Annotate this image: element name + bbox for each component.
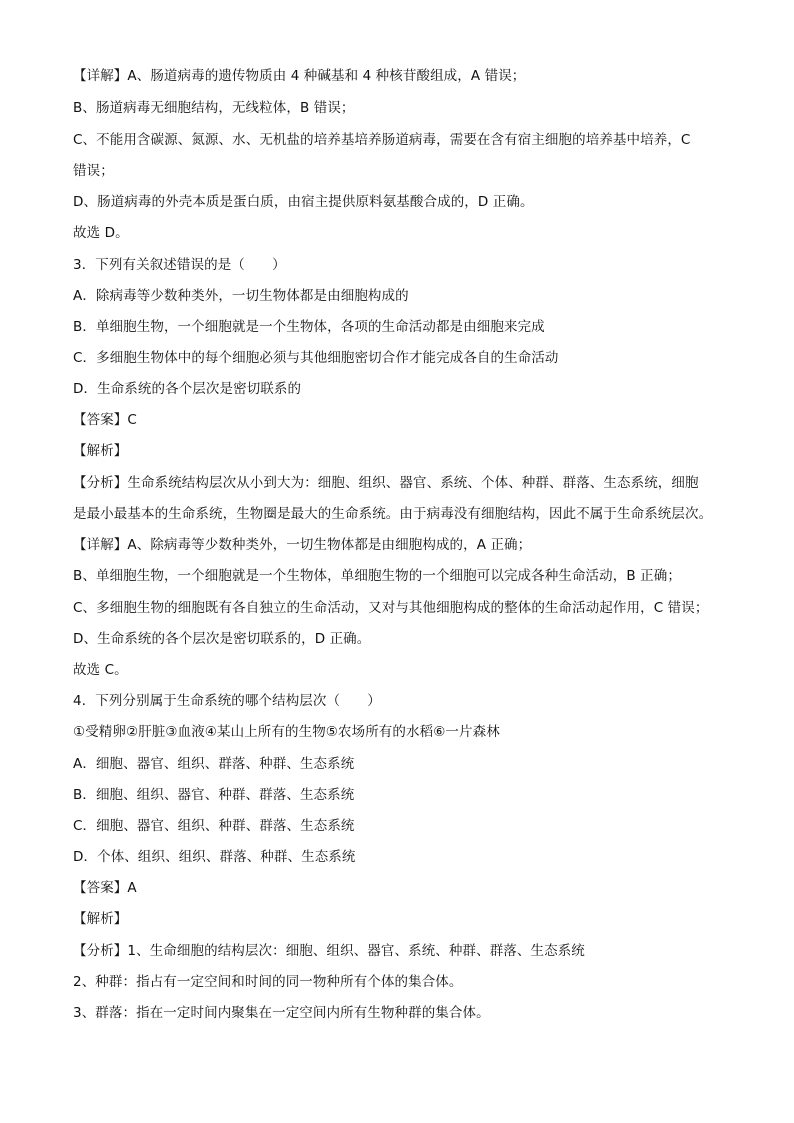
q4-option-c: C．细胞、器官、组织、种群、群落、生态系统 — [73, 818, 355, 834]
q4-option-a: A．细胞、器官、组织、群落、种群、生态系统 — [73, 756, 355, 772]
q4-analysis-line1: 【分析】1、生命细胞的结构层次：细胞、组织、器官、系统、种群、群落、生态系统 — [73, 943, 585, 959]
q3-analysis-line2: 是最小最基本的生命系统，生物圈是最大的生命系统。由于病毒没有细胞结构，因此不属于生命系统层次。 — [73, 506, 713, 522]
q3-analysis-title: 【解析】 — [73, 443, 128, 459]
q3-analysis-line1: 【分析】生命系统结构层次从小到大为：细胞、组织、器官、系统、个体、种群、群落、生态系统，细胞 — [73, 475, 699, 491]
q3-option-a: A．除病毒等少数种类外，一切生物体都是由细胞构成的 — [73, 288, 409, 304]
q2-choose: 故选 D。 — [73, 225, 129, 241]
q3-answer: 【答案】C — [73, 412, 137, 428]
q4-items: ①受精卵②肝脏③血液④某山上所有的生物⑤农场所有的水稻⑥一片森林 — [73, 724, 500, 740]
q3-option-d: D．生命系统的各个层次是密切联系的 — [73, 381, 302, 397]
q4-option-b: B．细胞、组织、器官、种群、群落、生态系统 — [73, 787, 355, 803]
q2-detail-a: 【详解】A、肠道病毒的遗传物质由 4 种碱基和 4 种核苷酸组成，A 错误； — [73, 68, 526, 84]
q3-option-b: B．单细胞生物，一个细胞就是一个生物体，各项的生命活动都是由细胞来完成 — [73, 319, 545, 335]
q2-detail-c-line2: 错误； — [73, 163, 114, 179]
q2-detail-b: B、肠道病毒无细胞结构，无线粒体，B 错误； — [73, 100, 355, 116]
q4-stem: 4．下列分别属于生命系统的哪个结构层次（ ） — [73, 693, 381, 709]
q3-detail-d: D、生命系统的各个层次是密切联系的，D 正确。 — [73, 631, 371, 647]
q3-detail-b: B、单细胞生物，一个细胞就是一个生物体，单细胞生物的一个细胞可以完成各种生命活动，B 正确； — [73, 568, 681, 584]
q4-analysis-line2: 2、种群：指占有一定空间和时间的同一物种所有个体的集合体。 — [73, 974, 463, 990]
q3-stem: 3．下列有关叙述错误的是（ ） — [73, 257, 286, 273]
q2-detail-d: D、肠道病毒的外壳本质是蛋白质，由宿主提供原料氨基酸合成的，D 正确。 — [73, 194, 534, 210]
q3-detail-a: 【详解】A、除病毒等少数种类外，一切生物体都是由细胞构成的，A 正确； — [73, 537, 532, 553]
q3-detail-c: C、多细胞生物的细胞既有各自独立的生命活动，又对与其他细胞构成的整体的生命活动起作用，C 错误； — [73, 600, 709, 616]
q4-option-d: D．个体、组织、组织、群落、种群、生态系统 — [73, 849, 356, 865]
q3-choose: 故选 C。 — [73, 662, 128, 678]
q4-analysis-title: 【解析】 — [73, 911, 128, 927]
q4-answer: 【答案】A — [73, 880, 137, 896]
q4-analysis-line3: 3、群落：指在一定时间内聚集在一定空间内所有生物种群的集合体。 — [73, 1005, 490, 1021]
q3-option-c: C．多细胞生物体中的每个细胞必须与其他细胞密切合作才能完成各自的生命活动 — [73, 350, 559, 366]
q2-detail-c-line1: C、不能用含碳源、氮源、水、无机盐的培养基培养肠道病毒，需要在含有宿主细胞的培养基中培养，C — [73, 132, 691, 148]
